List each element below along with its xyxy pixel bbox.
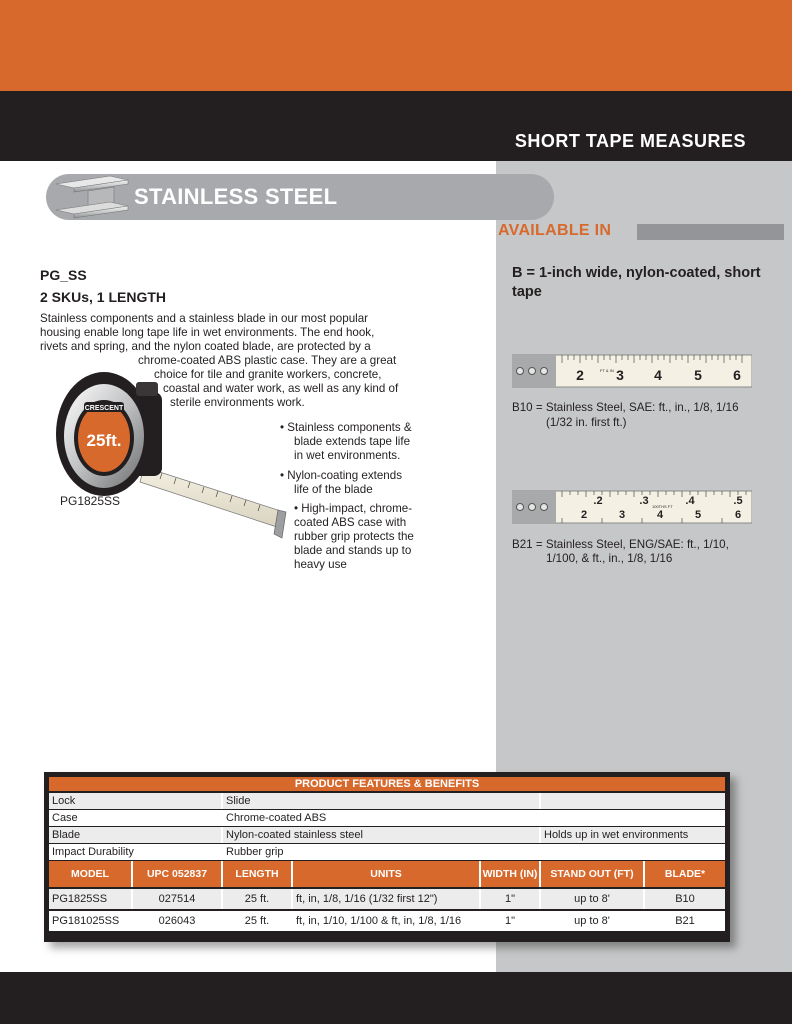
category-title: STAINLESS STEEL bbox=[134, 184, 338, 209]
blade-b10-image bbox=[512, 354, 752, 388]
width-cell: 1" bbox=[504, 915, 516, 927]
upc-cell: 027514 bbox=[133, 889, 221, 909]
available-in-label: AVAILABLE IN bbox=[498, 222, 612, 239]
feature-benefit bbox=[541, 793, 725, 809]
tape-brand-label: CRESCENT bbox=[84, 405, 124, 412]
model-cell: PG1825SS bbox=[49, 889, 131, 909]
tape-number: .3 bbox=[639, 495, 649, 507]
length-cell: 25 ft. bbox=[223, 889, 291, 909]
product-table-header bbox=[49, 861, 725, 887]
product-features-table bbox=[44, 772, 730, 942]
feature-value: Chrome-coated ABS bbox=[226, 812, 327, 824]
feature-value: Nylon-coated stainless steel bbox=[223, 827, 539, 843]
feature-row bbox=[49, 844, 725, 860]
upc-cell: 026043 bbox=[158, 915, 196, 927]
product-row bbox=[49, 911, 725, 931]
header-orange-band bbox=[0, 0, 792, 91]
section-title: SHORT TAPE MEASURES bbox=[514, 131, 746, 151]
blade-cell: B10 bbox=[645, 889, 725, 909]
column-header: STAND OUT (FT) bbox=[541, 861, 643, 887]
column-header: BLADE* bbox=[645, 861, 725, 887]
blade-b21-caption-line2: 1/100, & ft., in., 1/8, 1/16 bbox=[546, 552, 673, 565]
column-header: MODEL bbox=[49, 861, 131, 887]
product-code: PG_SS bbox=[40, 267, 87, 283]
column-header: UPC 052837 bbox=[133, 861, 221, 887]
tape-number: .5 bbox=[733, 495, 743, 507]
footer-black-band bbox=[0, 972, 792, 1024]
tape-number: 6 bbox=[733, 367, 741, 383]
tape-note: FT & IN bbox=[600, 368, 614, 373]
description-line: Stainless components and a stainless blade in our most popular bbox=[40, 312, 369, 325]
description-line: coastal and water work, as well as any kind of bbox=[163, 382, 399, 395]
blade-definition: B = 1-inch wide, nylon-coated, short tape bbox=[512, 265, 761, 300]
tape-number: 5 bbox=[694, 509, 702, 521]
blade-b10-caption-line2: (1/32 in. first ft.) bbox=[546, 416, 627, 429]
bullet-line: life of the blade bbox=[294, 483, 373, 496]
bullet-line: blade extends tape life bbox=[294, 435, 411, 448]
tape-number: 2 bbox=[580, 509, 588, 521]
available-in-bar bbox=[637, 224, 784, 240]
product-row bbox=[49, 889, 725, 909]
feature-benefit: Holds up in wet environments bbox=[541, 827, 725, 843]
feature-name: Lock bbox=[49, 793, 221, 809]
description-line: choice for tile and granite workers, concrete, bbox=[154, 368, 382, 381]
tape-number: 4 bbox=[656, 509, 664, 521]
bullet-item: • High-impact, chrome- bbox=[294, 502, 413, 515]
feature-row bbox=[49, 793, 725, 809]
standout-cell: up to 8' bbox=[541, 889, 643, 909]
tape-number: 5 bbox=[694, 367, 702, 383]
feature-benefit bbox=[541, 810, 725, 826]
feature-name: Case bbox=[52, 812, 78, 824]
product-skus: 2 SKUs, 1 LENGTH bbox=[40, 289, 167, 305]
standout-cell: up to 8' bbox=[574, 915, 610, 927]
model-cell: PG181025SS bbox=[52, 915, 120, 927]
units-cell: ft, in, 1/8, 1/16 (1/32 first 12") bbox=[293, 889, 479, 909]
bullet-line: in wet environments. bbox=[294, 449, 401, 462]
column-header: UNITS bbox=[293, 861, 479, 887]
bullet-item: • Stainless components & bbox=[280, 421, 412, 434]
tape-note: 100THS FT bbox=[652, 504, 673, 509]
tape-number: 3 bbox=[618, 509, 626, 521]
description-line: rivets and spring, and the nylon coated blade, are protected by a bbox=[40, 340, 371, 353]
bullet-line: heavy use bbox=[294, 558, 347, 571]
feature-row bbox=[49, 810, 725, 826]
tape-measure-image bbox=[52, 362, 288, 552]
category-banner bbox=[46, 174, 554, 220]
tape-number: 3 bbox=[616, 367, 624, 383]
feature-row bbox=[49, 827, 725, 843]
tape-number: .2 bbox=[593, 495, 603, 507]
tape-number: 6 bbox=[734, 509, 742, 521]
feature-value: Rubber grip bbox=[226, 846, 284, 858]
product-image-caption: PG1825SS bbox=[60, 494, 121, 508]
blade-b21-image bbox=[512, 490, 752, 524]
feature-value: Slide bbox=[223, 793, 539, 809]
description-line: chrome-coated ABS plastic case. They are a great bbox=[138, 354, 397, 367]
feature-benefit bbox=[541, 844, 725, 860]
blade-b10-caption: B10 = Stainless Steel, SAE: ft., in., 1/8, 1/16 bbox=[512, 401, 739, 414]
units-cell: ft, in, 1/10, 1/100 & ft, in, 1/8, 1/16 bbox=[296, 915, 462, 927]
blade-b21-caption: B21 = Stainless Steel, ENG/SAE: ft., 1/10, bbox=[512, 538, 729, 551]
feature-name: Blade bbox=[49, 827, 221, 843]
column-header: WIDTH (IN) bbox=[481, 861, 539, 887]
steel-beam-icon bbox=[50, 174, 132, 220]
bullet-item: • Nylon-coating extends bbox=[280, 469, 402, 482]
blade-cell: B21 bbox=[675, 915, 695, 927]
tape-number: 4 bbox=[654, 367, 662, 383]
length-cell: 25 ft. bbox=[244, 915, 270, 927]
tape-number: .4 bbox=[685, 495, 695, 507]
description-line: housing enable long tape life in wet environments. The end hook, bbox=[40, 326, 375, 339]
bullet-line: blade and stands up to bbox=[294, 544, 412, 557]
tape-length-label: 25ft. bbox=[86, 431, 122, 450]
description-line: sterile environments work. bbox=[170, 396, 305, 409]
bullet-line: coated ABS case with bbox=[294, 516, 407, 529]
width-cell: 1" bbox=[481, 889, 539, 909]
tape-number: 2 bbox=[576, 367, 584, 383]
column-header: LENGTH bbox=[223, 861, 291, 887]
feature-name: Impact Durability bbox=[52, 846, 134, 858]
table-title: PRODUCT FEATURES & BENEFITS bbox=[49, 777, 725, 791]
bullet-line: rubber grip protects the bbox=[294, 530, 414, 543]
